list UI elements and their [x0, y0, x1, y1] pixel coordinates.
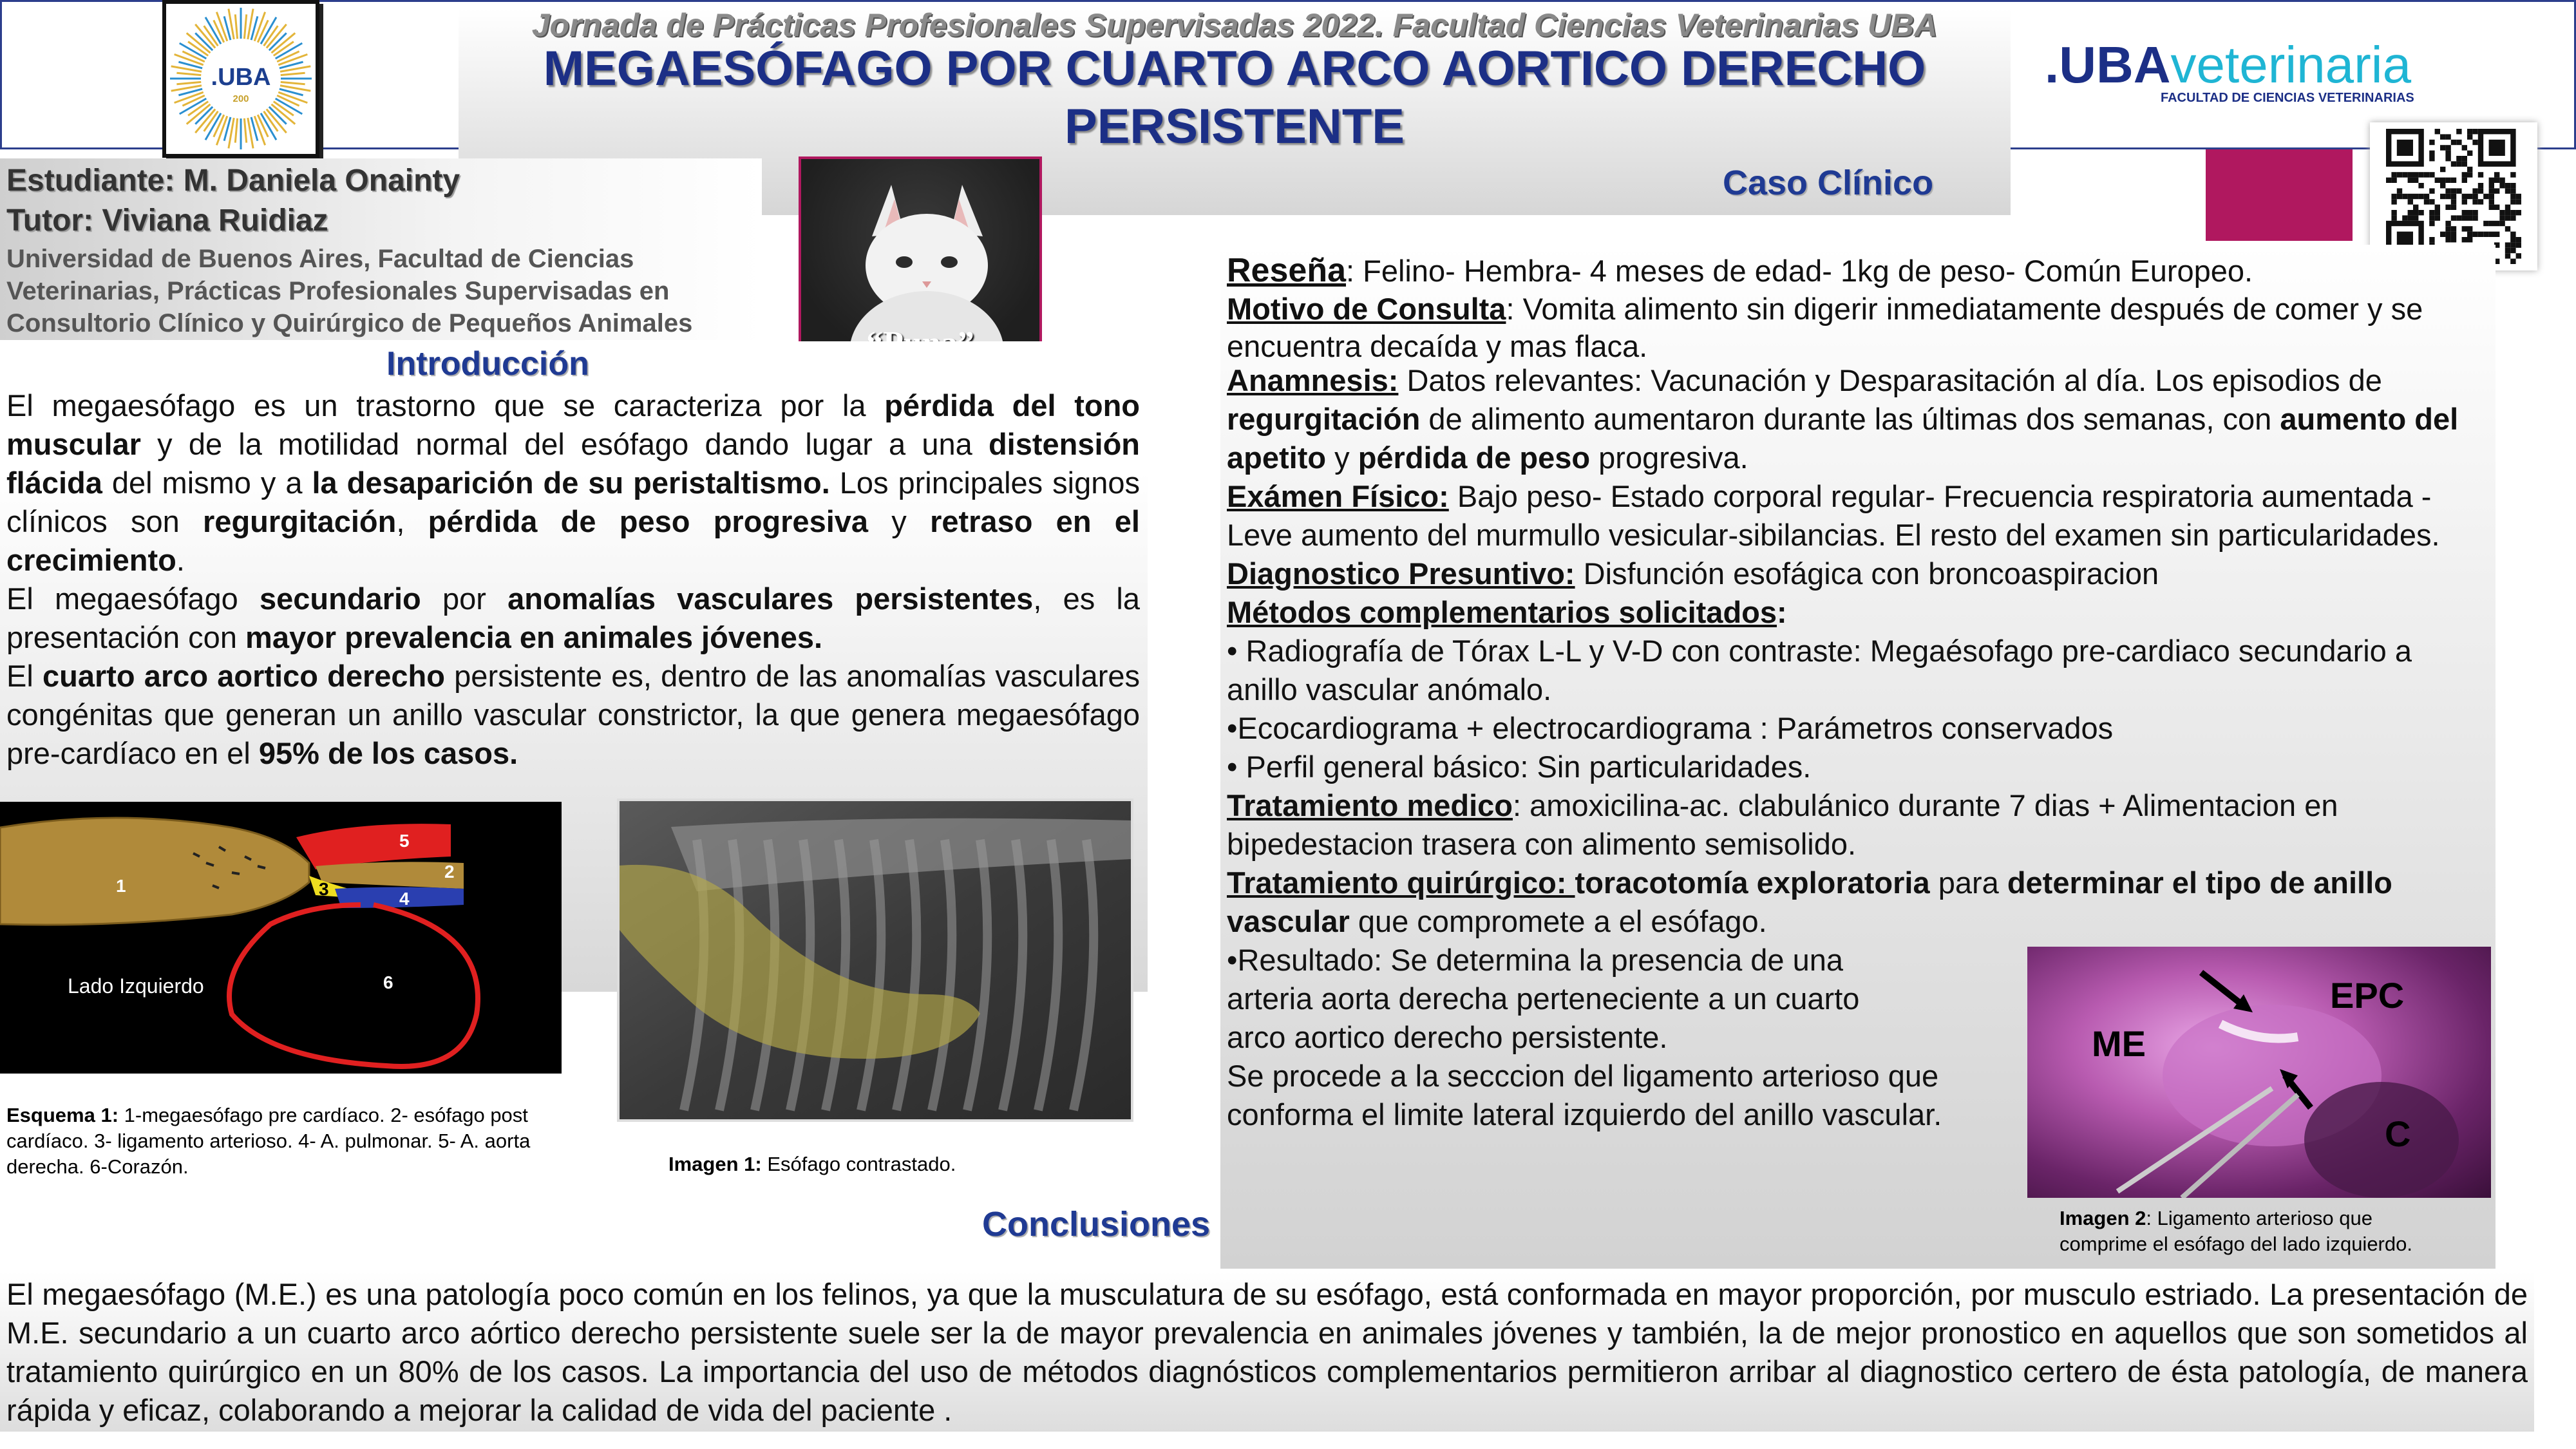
- intro-p1-segment: la desaparición de su peristaltismo.: [312, 466, 830, 500]
- uba-sunburst-icon: [166, 4, 316, 154]
- anamnesis-label: Anamnesis:: [1227, 363, 1399, 397]
- schema-side-label: Lado Izquierdo: [68, 974, 204, 998]
- surgery-label-c: C: [2385, 1113, 2411, 1154]
- vet-logo-sub: FACULTAD DE CIENCIAS VETERINARIAS: [2161, 91, 2414, 105]
- schema-figure: [0, 802, 562, 1074]
- intro-p1-segment: .: [176, 543, 185, 577]
- intro-p1-segment: ,: [396, 504, 428, 538]
- intro-p1-segment: regurgitación: [203, 504, 397, 538]
- uba-logo: [162, 0, 319, 158]
- metodo-item-1: • Radiografía de Tórax L-L y V-D con contraste: Megaésofago pre-cardiaco secundario a anillo vascular anómalo.: [1227, 634, 2412, 706]
- xray-caption: [668, 1153, 956, 1176]
- intro-p1-segment: El megaesófago es un trastorno que se caracteriza por la: [6, 388, 885, 422]
- motivo: [1227, 290, 2489, 365]
- examen: [1227, 477, 2489, 554]
- page-title: [459, 40, 2011, 156]
- intro-p2-segment: por: [421, 582, 508, 616]
- tratamiento-medico-label: Tratamiento medico: [1227, 788, 1513, 822]
- anamnesis-segment: progresiva.: [1590, 440, 1748, 475]
- intro-p1-segment: pérdida de peso progresiva: [428, 504, 869, 538]
- intro-p2-segment: anomalías vasculares persistentes: [507, 582, 1034, 616]
- intro-paragraph-3: [6, 657, 1140, 773]
- xray-image: [617, 799, 1133, 1122]
- conclusions-heading: Conclusiones: [982, 1205, 1211, 1244]
- tratamiento-quirurgico-label: Tratamiento quirúrgico:: [1227, 866, 1575, 900]
- tratamiento-quirurgico: [1227, 864, 2489, 941]
- anamnesis: [1227, 361, 2489, 477]
- diagnostico: [1227, 554, 2489, 593]
- metodos-colon: :: [1777, 595, 1787, 629]
- title-line-1: MEGAESÓFAGO POR CUARTO ARCO AORTICO DERECHO: [543, 41, 1926, 96]
- intro-heading: Introducción: [386, 345, 589, 383]
- intro-p3-segment: 95% de los casos.: [258, 736, 518, 770]
- vet-logo-uba: .UBA: [2045, 36, 2171, 93]
- jornada-text: Jornada de Prácticas Profesionales Supervisadas 2022. Facultad Ciencias Veterinarias UBA: [531, 7, 1938, 43]
- vet-logo-vet: veterinaria: [2170, 36, 2412, 93]
- anamnesis-text: [1227, 363, 2458, 475]
- anamnesis-segment: regurgitación: [1227, 402, 1421, 436]
- affiliation: Universidad de Buenos Aires, Facultad de Ciencias Veterinarias, Prácticas Profesionales Supervisadas en Consultorio Clínico y Quirúrgico de Pequeños Animales: [6, 245, 693, 337]
- title-line-2: PERSISTENTE: [1065, 99, 1405, 154]
- intro-p1-segment: distensión flácida: [6, 427, 1140, 500]
- anamnesis-segment: y: [1326, 440, 1358, 475]
- intro-paragraph-1: [6, 386, 1140, 580]
- tratamiento-quirurgico-segment: para: [1929, 866, 2007, 900]
- surgery-graphic: [2027, 947, 2491, 1198]
- accent-block: [2206, 149, 2353, 241]
- tratamiento-quirurgico-segment: determinar el tipo de anillo vascular: [1227, 866, 2392, 938]
- intro-p2-segment: mayor prevalencia en animales jóvenes.: [245, 620, 823, 654]
- resena-text: : Felino- Hembra- 4 meses de edad- 1kg de peso- Común Europeo.: [1346, 254, 2253, 288]
- resena-label: Reseña: [1227, 252, 1346, 289]
- intro-p2-segment: secundario: [260, 582, 421, 616]
- intro-p2-segment: El megaesófago: [6, 582, 260, 616]
- metodo-item-2: •Ecocardiograma + electrocardiograma : Parámetros conservados: [1227, 711, 2114, 745]
- xray-caption-label: Imagen 1:: [668, 1153, 762, 1175]
- vet-logo: [2045, 35, 2444, 126]
- intro-p1-segment: Los principales signos clínicos son: [6, 466, 1140, 538]
- intro-paragraph-2: [6, 580, 1140, 657]
- schema-caption: [6, 1103, 560, 1180]
- seccion: Se procede a la secccion del ligamento arterioso que conforma el limite lateral izquierdo del anillo vascular.: [1227, 1059, 1942, 1132]
- intro-p1-segment: y: [868, 504, 931, 538]
- intro-p2-segment: , es la presentación con: [6, 582, 1140, 654]
- anamnesis-segment: de alimento aumentaron durante las últimas dos semanas, con: [1420, 402, 2280, 436]
- tutor-name: Tutor: Viviana Ruidiaz: [6, 204, 328, 238]
- intro-text: [6, 386, 1140, 773]
- metodos-label: Métodos complementarios solicitados: [1227, 595, 1777, 629]
- diagnostico-text: Disfunción esofágica con broncoaspiracion: [1575, 556, 2159, 591]
- surgery-caption-label: Imagen 2: [2060, 1207, 2146, 1229]
- intro-p3-segment: cuarto arco aortico derecho: [42, 659, 445, 693]
- tratamiento-quirurgico-segment: que compromete a el esófago.: [1349, 904, 1767, 938]
- xray-graphic: [620, 801, 1131, 1119]
- student-name: Estudiante: M. Daniela Onainty: [6, 164, 460, 198]
- metodo-item-3: • Perfil general básico: Sin particularidades.: [1227, 750, 1812, 784]
- tratamiento-quirurgico-segment: toracotomía exploratoria: [1575, 866, 1930, 900]
- motivo-label: Motivo de Consulta: [1227, 292, 1506, 326]
- case-heading: Caso Clínico: [1723, 164, 1934, 202]
- schema-label-4: 4: [399, 889, 410, 909]
- examen-label: Exámen Físico:: [1227, 479, 1449, 513]
- intro-p3-segment: El: [6, 659, 43, 693]
- intro-p1-segment: y de la motilidad normal del esófago dando lugar a una: [140, 427, 989, 461]
- qr-code-icon: [2376, 129, 2531, 264]
- tratamiento-medico: [1227, 786, 2489, 864]
- schema-label-1: 1: [116, 876, 126, 896]
- uba-logo-year: 200: [232, 93, 249, 104]
- resultado: •Resultado: Se determina la presencia de una arteria aorta derecha perteneciente a un cuarto arco aortico derecho persistente.: [1227, 943, 1860, 1054]
- schema-caption-text: 1-megaesófago pre cardíaco. 2- esófago post cardíaco. 3- ligamento arterioso. 4- A. pulmonar. 5- A. aorta derecha. 6-Corazón.: [6, 1104, 531, 1178]
- schema-label-5: 5: [399, 831, 410, 851]
- anamnesis-segment: Datos relevantes: Vacunación y Desparasitación al día. Los episodios de: [1398, 363, 2382, 397]
- surgery-caption: [2060, 1206, 2459, 1257]
- schema-diagram: [0, 802, 562, 1074]
- schema-label-3: 3: [319, 879, 329, 899]
- intro-p1-segment: del mismo y a: [102, 466, 312, 500]
- intro-p1-segment: pérdida del tono muscular: [6, 388, 1140, 461]
- xray-caption-text: Esófago contrastado.: [761, 1153, 956, 1175]
- conclusions-text: El megaesófago (M.E.) es una patología poco común en los felinos, ya que la musculatura de su esófago, está conformada en mayor proporción, por musculo estriado. La presentación de M.E. secundario a un cuarto arco aórtico derecho persistente suele ser la de mayor prevalencia en animales jóvenes y también, la de mejor pronostico en aquellos que son sometidos al tratamiento quirúrgico en un 80% de los casos. La importancia del uso de métodos diagnósticos complementarios permitieron arribar al diagnostico certero de ésta patología, de manera rápida y eficaz, colaborando a mejorar la calidad de vida del paciente .: [6, 1277, 2528, 1427]
- metodos: [1227, 593, 2489, 632]
- schema-label-2: 2: [444, 862, 455, 882]
- uba-logo-text: .UBA: [211, 64, 271, 91]
- surgery-caption-text: : Ligamento arterioso que comprime el esófago del lado izquierdo.: [2060, 1207, 2412, 1255]
- surgery-image: [2027, 947, 2491, 1198]
- anamnesis-segment: aumento del apetito: [1227, 402, 2459, 475]
- surgery-label-me: ME: [2092, 1023, 2146, 1064]
- resena: [1227, 251, 2489, 290]
- surgery-label-epc: EPC: [2330, 975, 2405, 1016]
- tratamiento-medico-text: : amoxicilina-ac. clabulánico durante 7 dias + Alimentacion en bipedestacion trasera con alimento semisolido.: [1227, 788, 2338, 861]
- intro-p3-segment: persistente es, dentro de las anomalías vasculares congénitas que generan un anillo vascular constrictor, la que genera megaesófago pre-cardíaco en el: [6, 659, 1140, 770]
- schema-caption-label: Esquema 1:: [6, 1104, 119, 1126]
- examen-text: Bajo peso- Estado corporal regular- Frecuencia respiratoria aumentada - Leve aumento del murmullo vesicular-sibilancias. El resto del examen sin particularidades.: [1227, 479, 2440, 552]
- diagnostico-label: Diagnostico Presuntivo:: [1227, 556, 1575, 591]
- schema-label-6: 6: [383, 972, 393, 992]
- motivo-text: : Vomita alimento sin digerir inmediatamente después de comer y se encuentra decaída y mas flaca.: [1227, 292, 2423, 363]
- anamnesis-segment: pérdida de peso: [1358, 440, 1591, 475]
- intro-p1-segment: retraso en el crecimiento: [6, 504, 1140, 577]
